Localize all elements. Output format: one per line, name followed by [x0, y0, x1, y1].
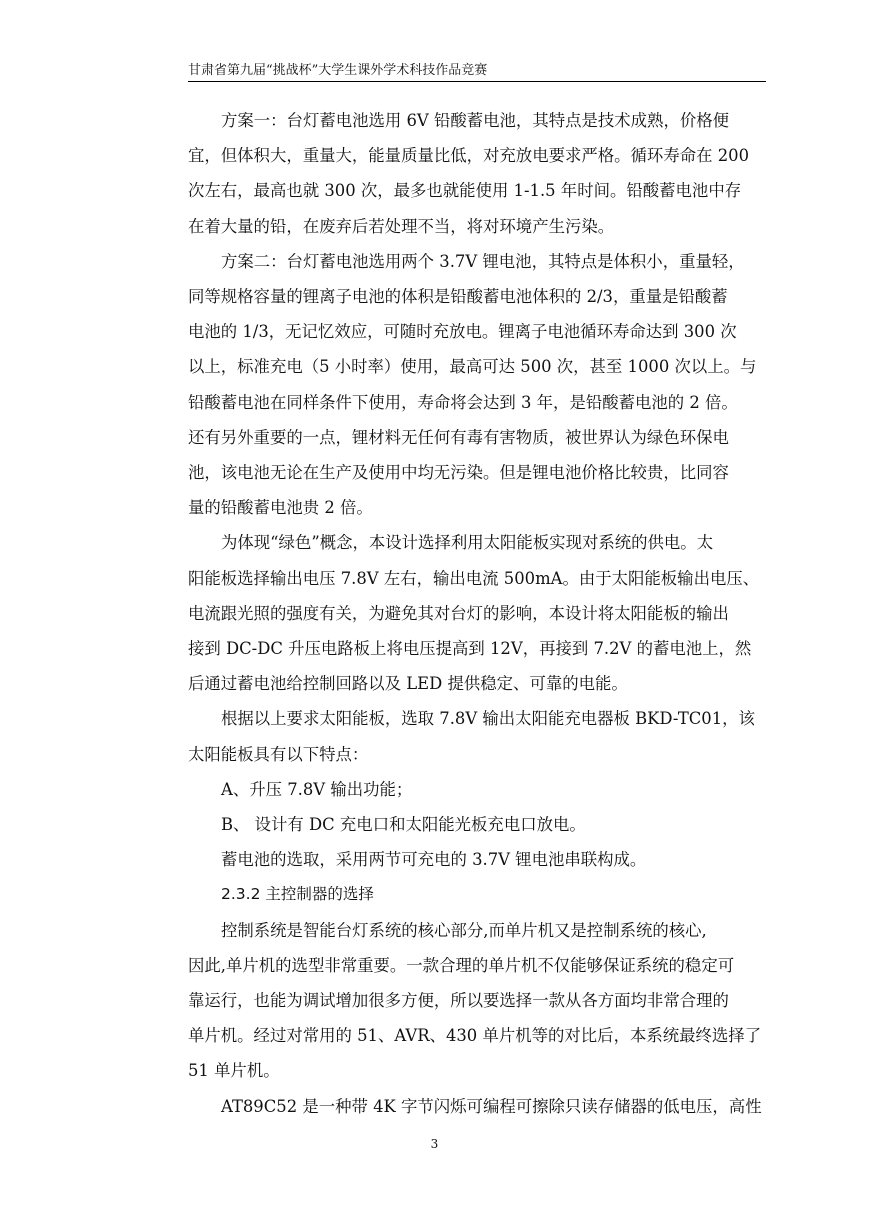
section-heading-2-3-2	[188, 877, 766, 912]
paragraph-lead-acid-option	[188, 103, 766, 244]
text-line: AT89C52 是一种带 4K 字节闪烁可编程可擦除只读存储器的低电压，高性	[221, 1096, 762, 1116]
text-line: 因此,单片机的选型非常重要。一款合理的单片机不仅能够保证系统的稳定可	[188, 955, 735, 975]
feature-item-a	[188, 772, 766, 807]
text-line: 在着大量的铅，在废弃后若处理不当，将对环境产生污染。	[188, 216, 615, 236]
paragraph-battery-choice	[188, 842, 766, 877]
text-line: 铅酸蓄电池在同样条件下使用，寿命将会达到 3 年，是铅酸蓄电池的 2 倍。	[188, 392, 738, 412]
text-line: 同等规格容量的锂离子电池的体积是铅酸蓄电池体积的 2/3，重量是铅酸蓄	[188, 287, 728, 307]
text-line: 阳能板选择输出电压 7.8V 左右，输出电流 500mA。由于太阳能板输出电压、	[188, 568, 760, 588]
paragraph-lithium-option	[188, 244, 766, 526]
text-line: 次左右，最高也就 300 次，最多也就能使用 1-1.5 年时间。铅酸蓄电池中存	[188, 181, 742, 201]
text-line: 量的铅酸蓄电池贵 2 倍。	[188, 498, 373, 518]
text-line: A、升压 7.8V 输出功能；	[221, 779, 413, 799]
text-line: 池，该电池无论在生产及使用中均无污染。但是锂电池价格比较贵，比同容	[188, 463, 729, 483]
text-line: 方案二：台灯蓄电池选用两个 3.7V 锂电池，其特点是体积小，重量轻，	[221, 251, 745, 271]
text-line: 靠运行，也能为调试增加很多方便，所以要选择一款从各方面均非常合理的	[188, 991, 729, 1011]
text-line: 电池的 1/3，无记忆效应，可随时充放电。锂离子电池循环寿命达到 300 次	[188, 322, 737, 342]
text-line: 接到 DC-DC 升压电路板上将电压提高到 12V，再接到 7.2V 的蓄电池上，然	[188, 639, 752, 659]
section-heading-text: 2.3.2 主控制器的选择	[221, 885, 374, 904]
paragraph-solar-supply	[188, 525, 766, 701]
text-line: 电流跟光照的强度有关，为避免其对台灯的影响，本设计将太阳能板的输出	[188, 603, 729, 623]
text-line: 宜，但体积大，重量大，能量质量比低，对充放电要求严格。循环寿命在 200	[188, 146, 749, 166]
text-line: 太阳能板具有以下特点：	[188, 744, 369, 764]
text-line: 还有另外重要的一点，锂材料无任何有毒有害物质，被世界认为绿色环保电	[188, 427, 729, 447]
text-line: B、 设计有 DC 充电口和太阳能光板充电口放电。	[221, 815, 586, 835]
text-line: 51 单片机。	[188, 1061, 280, 1081]
paragraph-mcu-selection	[188, 913, 766, 1089]
text-line: 蓄电池的选取，采用两节可充电的 3.7V 锂电池串联构成。	[221, 850, 647, 870]
text-line: 以上，标准充电（5 小时率）使用，最高可达 500 次，甚至 1000 次以上。与	[188, 357, 757, 377]
feature-item-b	[188, 807, 766, 842]
document-body	[188, 103, 766, 1124]
text-line: 单片机。经过对常用的 51、AVR、430 单片机等的对比后，本系统最终选择了	[188, 1026, 762, 1046]
paragraph-solar-board-selection	[188, 701, 766, 771]
paragraph-at89c52	[188, 1089, 766, 1124]
page-number: 3	[430, 1137, 439, 1151]
text-line: 控制系统是智能台灯系统的核心部分,而单片机又是控制系统的核心,	[221, 920, 707, 940]
text-line: 方案一：台灯蓄电池选用 6V 铅酸蓄电池，其特点是技术成熟，价格便	[221, 111, 730, 130]
text-line: 为体现“绿色”概念，本设计选择利用太阳能板实现对系统的供电。太	[221, 533, 714, 553]
text-line: 后通过蓄电池给控制回路以及 LED 提供稳定、可靠的电能。	[188, 674, 628, 694]
header-divider	[188, 81, 766, 82]
text-line: 根据以上要求太阳能板，选取 7.8V 输出太阳能充电器板 BKD-TC01，该	[221, 709, 755, 729]
running-header: 甘肃省第九届“挑战杯”大学生课外学术科技作品竞赛	[188, 63, 488, 78]
